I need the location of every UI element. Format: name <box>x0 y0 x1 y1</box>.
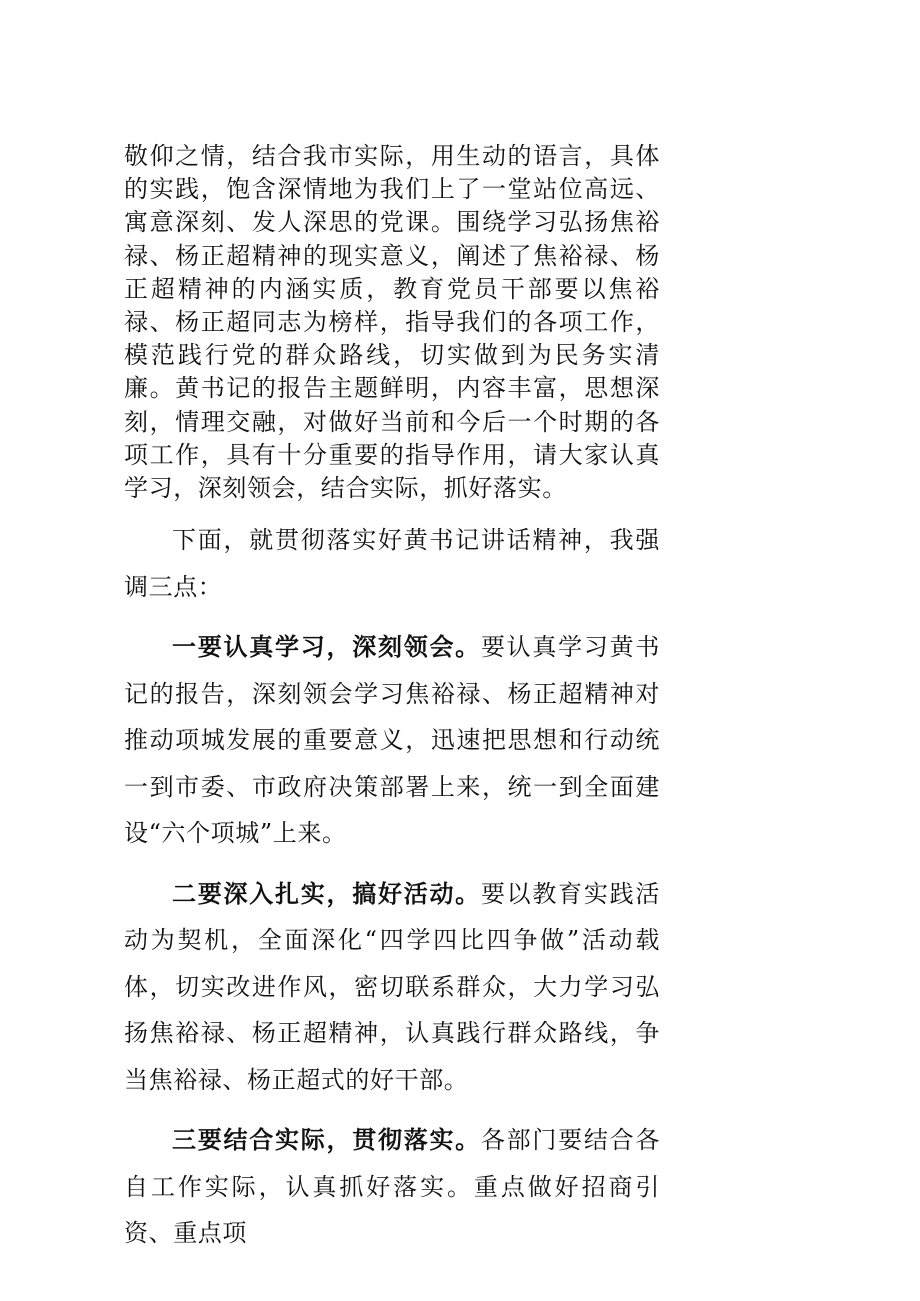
paragraph-point-three <box>124 1117 660 1257</box>
paragraph-point-two <box>124 871 660 1104</box>
paragraph-text: 要以教育实践活动为契机，全面深化“四学四比四争做”活动载体，切实改进作风，密切联系群众，大力学习弘扬焦裕禄、杨正超精神，认真践行群众路线，争当焦裕禄、杨正超式的好干部。 <box>124 879 661 1094</box>
paragraph-text: 下面，就贯彻落实好黄书记讲话精神，我强调三点： <box>124 526 660 601</box>
paragraph-intro-points <box>124 517 660 610</box>
point-heading: 一要认真学习，深刻领会。 <box>172 633 481 662</box>
document-page <box>124 140 660 1257</box>
paragraph-text: 要认真学习黄书记的报告，深刻领会学习焦裕禄、杨正超精神对推动项城发展的重要意义，迅速把思想和行动统一到市委、市政府决策部署上来，统一到全面建设“六个项城”上来。 <box>124 633 661 848</box>
paragraph-point-one <box>124 624 660 857</box>
point-heading: 三要结合实际，贯彻落实。 <box>172 1126 481 1155</box>
point-heading: 二要深入扎实，搞好活动。 <box>172 879 481 908</box>
paragraph-text: 敬仰之情，结合我市实际，用生动的语言，具体的实践，饱含深情地为我们上了一堂站位高远、寓意深刻、发人深思的党课。围绕学习弘扬焦裕禄、杨正超精神的现实意义，阐述了焦裕禄、杨正超精神的内涵实质，教育党员干部要以焦裕禄、杨正超同志为榜样，指导我们的各项工作，模范践行党的群众路线，切实做到为民务实清廉。黄书记的报告主题鲜明，内容丰富，思想深刻，情理交融，对做好当前和今后一个时期的各项工作，具有十分重要的指导作用，请大家认真学习，深刻领会，结合实际，抓好落实。 <box>124 142 660 503</box>
paragraph-continuation <box>124 140 660 505</box>
paragraph-text: 各部门要结合各自工作实际，认真抓好落实。重点做好招商引资、重点项 <box>124 1126 661 1248</box>
